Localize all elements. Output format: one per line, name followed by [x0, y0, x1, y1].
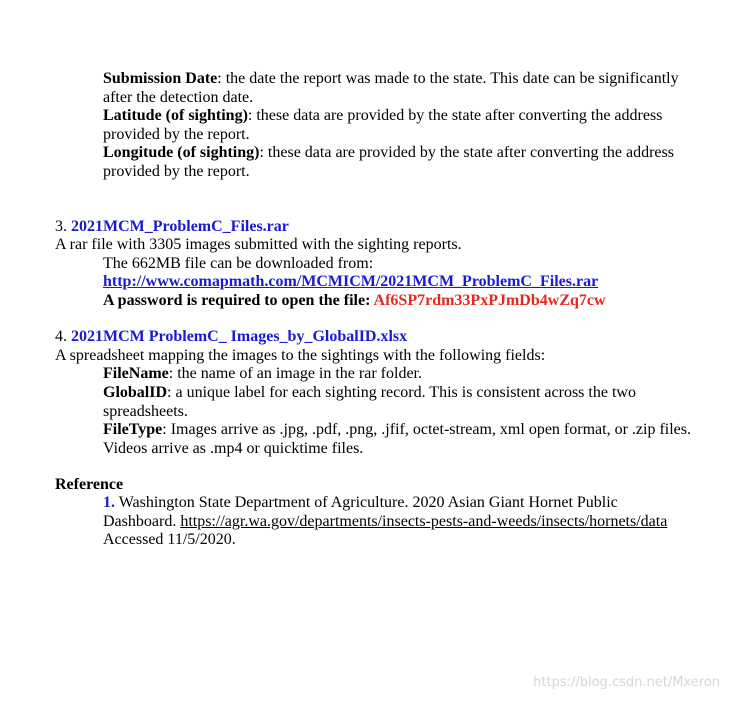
longitude-text: : these data are provided by the state after converting the address provided by the report. — [103, 144, 674, 180]
section3-download-text: The 662MB file can be downloaded from: — [103, 255, 374, 272]
reference-text: Washington State Department of Agriculture. 2020 Asian Giant Hornet Public Dashboard. — [103, 494, 618, 530]
globalid-field — [103, 384, 703, 421]
filetype-text: : Images arrive as .jpg, .pdf, .png, .jfif, octet-stream, xml open format, or .zip files. Videos arrive as .mp4 or quicktime files. — [103, 421, 691, 457]
reference-accessed: Accessed 11/5/2020. — [103, 531, 236, 548]
reference-link[interactable]: https://agr.wa.gov/departments/insects-pests-and-weeds/insects/hornets/data — [180, 512, 668, 530]
filename-term: FileName — [103, 365, 169, 382]
reference-heading — [55, 476, 705, 495]
submission-date-term: Submission Date — [103, 70, 218, 87]
latitude-text: : these data are provided by the state after converting the address provided by the report. — [103, 107, 663, 143]
section3-number: 3. — [55, 218, 71, 235]
section4-number: 4. — [55, 328, 71, 345]
filetype-term: FileType — [103, 421, 163, 438]
reference-entry — [103, 494, 678, 550]
section4-title: 2021MCM ProblemC_ Images_by_GlobalID.xlsx — [71, 328, 408, 345]
section3-download-link[interactable]: http://www.comapmath.com/MCMICM/2021MCM_ProblemC_Files.rar — [103, 273, 599, 290]
watermark-text: https://blog.csdn.net/Mxeron — [533, 675, 720, 690]
filename-field — [103, 365, 703, 384]
globalid-term: GlobalID — [103, 384, 168, 401]
latitude-field — [103, 107, 703, 144]
reference-heading-text: Reference — [55, 476, 124, 493]
section3-url-line — [103, 273, 703, 292]
longitude-term: Longitude (of sighting) — [103, 144, 260, 161]
section3-password-line — [103, 292, 703, 311]
section3-title: 2021MCM_ProblemC_Files.rar — [71, 218, 289, 235]
reference-number: 1. — [103, 494, 115, 511]
submission-date-text: : the date the report was made to the state. This date can be significantly after the detection date. — [103, 70, 679, 106]
section3-description: A rar file with 3305 images submitted with the sighting reports. — [55, 236, 462, 253]
section3-heading — [55, 218, 705, 237]
filetype-field — [103, 421, 703, 458]
globalid-text: : a unique label for each sighting record. This is consistent across the two spreadsheets. — [103, 384, 636, 420]
section4-heading — [55, 328, 705, 347]
longitude-field — [103, 144, 703, 181]
latitude-term: Latitude (of sighting) — [103, 107, 248, 124]
section3-password-label: A password is required to open the file: — [103, 292, 374, 309]
filename-text: : the name of an image in the rar folder. — [168, 365, 422, 382]
section3-password-value: Af6SP7rdm33PxPJmDb4wZq7cw — [373, 292, 606, 309]
submission-date-field — [103, 70, 703, 107]
section4-description: A spreadsheet mapping the images to the sightings with the following fields: — [55, 347, 546, 364]
